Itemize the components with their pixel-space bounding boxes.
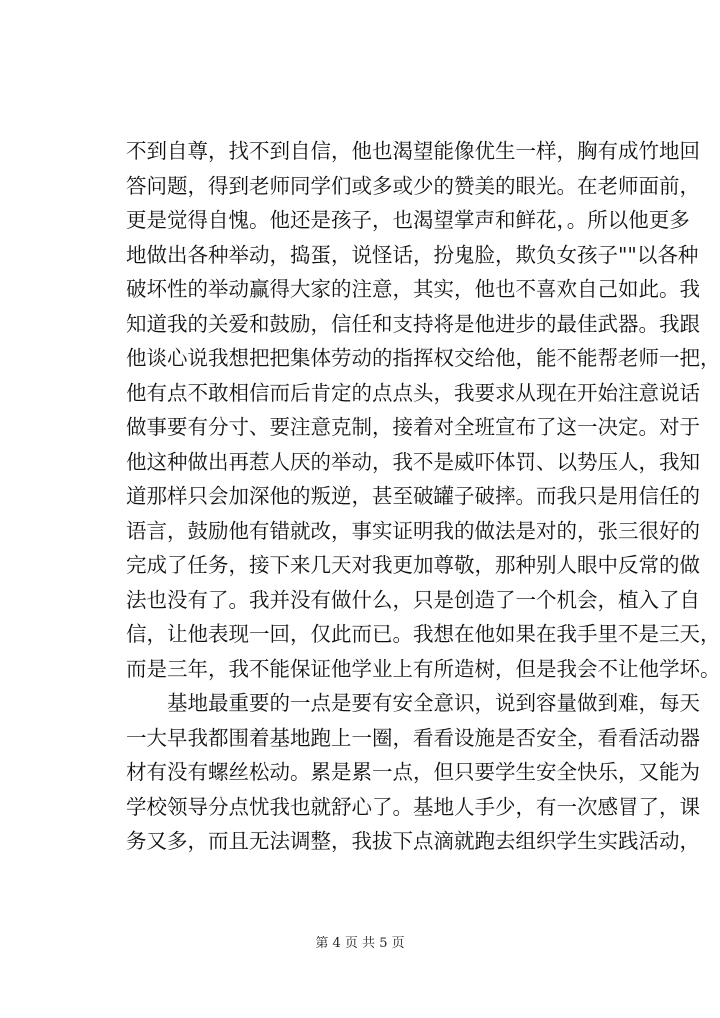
text-line: 学校领导分点忧我也就舒心了。基地人手少，有一次感冒了，课 xyxy=(126,794,700,819)
text-line: 道那样只会加深他的叛逆，甚至破罐子破摔。而我只是用信任的 xyxy=(126,484,700,508)
text-line: 法也没有了。我并没有做什么，只是创造了一个机会，植入了自 xyxy=(126,587,700,612)
text-line: 不到自尊，找不到自信，他也渴望能像优生一样，胸有成竹地回 xyxy=(126,139,700,163)
text-line: 他这种做出再惹人厌的举动，我不是威吓体罚、以势压人，我知 xyxy=(126,449,700,474)
text-line: 务又多，而且无法调整，我拔下点滴就跑去组织学生实践活动， xyxy=(126,829,700,853)
text-line: 材有没有螺丝松动。累是累一点，但只要学生安全快乐，又能为 xyxy=(126,760,700,784)
text-line: 做事要有分寸、要注意克制，接着对全班宣布了这一决定。对于 xyxy=(126,415,700,439)
text-line: 信，让他表现一回，仅此而已。我想在他如果在我手里不是三天， xyxy=(126,622,720,646)
text-line: 答问题，得到老师同学们或多或少的赞美的眼光。在老师面前， xyxy=(126,173,700,198)
document-body xyxy=(126,134,720,859)
paragraph-2 xyxy=(126,686,700,859)
text-line: 语言，鼓励他有错就改，事实证明我的做法是对的，张三很好的 xyxy=(126,518,700,543)
text-line: 完成了任务，接下来几天对我更加尊敬，那种别人眼中反常的做 xyxy=(126,553,700,577)
text-line: 地做出各种举动，捣蛋，说怪话，扮鬼脸，欺负女孩子""以各种 xyxy=(126,242,699,267)
text-line: 基地最重要的一点是要有安全意识，说到容量做到难，每天 xyxy=(126,691,700,715)
text-line: 而是三年，我不能保证他学业上有所造树，但是我会不让他学坏。 xyxy=(126,656,720,681)
text-line: 破坏性的举动赢得大家的注意，其实，他也不喜欢自己如此。我 xyxy=(126,277,700,301)
text-line: 更是觉得自愧。他还是孩子，也渴望掌声和鲜花，。所以他更多 xyxy=(126,208,690,232)
text-line: 知道我的关爱和鼓励，信任和支持将是他进步的最佳武器。我跟 xyxy=(126,311,700,336)
text-line: 一大早我都围着基地跑上一圈，看看设施是否安全，看看活动器 xyxy=(126,725,700,750)
text-line: 他有点不敢相信而后肯定的点点头，我要求从现在开始注意说话 xyxy=(126,380,700,405)
page-footer xyxy=(0,932,720,951)
paragraph-1 xyxy=(126,134,720,686)
page-number-label: 第 4 页 共 5 页 xyxy=(315,936,405,951)
text-line: 他谈心说我想把把集体劳动的指挥权交给他，能不能帮老师一把， xyxy=(126,346,720,370)
